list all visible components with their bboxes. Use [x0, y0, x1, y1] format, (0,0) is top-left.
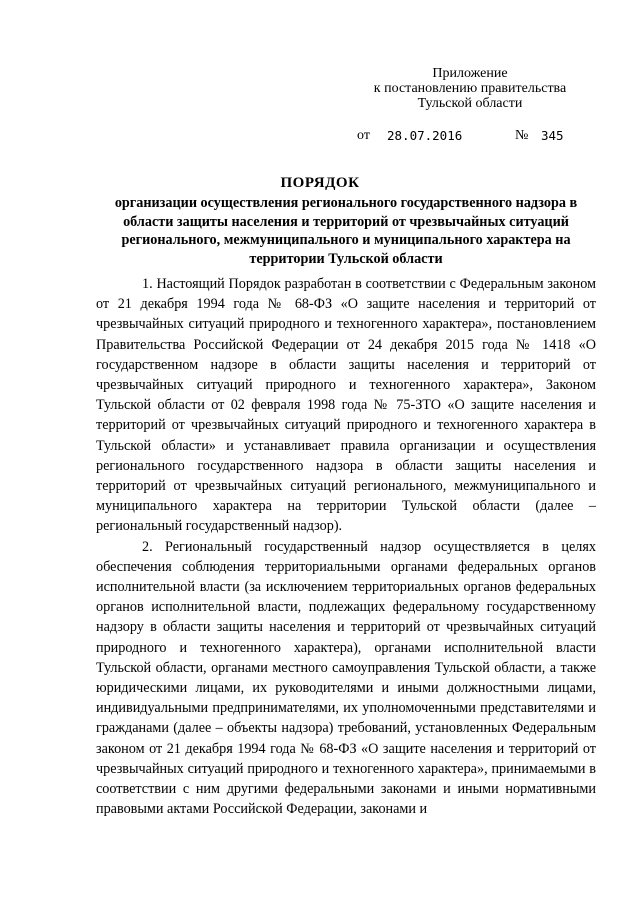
- document-body: [96, 274, 596, 819]
- resolution-reference: [357, 128, 577, 146]
- resolution-number: 345: [541, 128, 564, 143]
- paragraph-2: 2. Региональный государственный надзор осуществляется в целях обеспечения соблюдения территориальными органами федеральных органов исполнительной власти (за исключением территориальных органов федеральных органов исполнительной власти, подлежащих федеральному государственному надзору в области защиты населения и территорий от чрезвычайных ситуаций природного и техногенного характера), органами исполнительной власти Тульской области, органами местного самоуправления Тульской области, а также юридическими лицами, их руководителями и иными должностными лицами, индивидуальными предпринимателями, их уполномоченными представителями и гражданами (далее – объекты надзора) требований, установленных Федеральным законом от 21 декабря 1994 года № 68-ФЗ «О защите населения и территорий от чрезвычайных ситуаций природного и техногенного характера», принимаемыми в соответствии с ним другими федеральными законами и иными нормативными правовыми актами Российской Федерации, законами и: [96, 538, 596, 818]
- date-prefix: от: [357, 128, 370, 143]
- resolution-date: 28.07.2016: [387, 128, 463, 143]
- paragraph-1: 1. Настоящий Порядок разработан в соответствии с Федеральным законом от 21 декабря 1994 года № 68-ФЗ «О защите населения и территорий от чрезвычайных ситуаций природного и техногенного характера», постановлением Правительства Российской Федерации от 24 декабря 2015 года № 1418 «О государственном надзоре в области защиты населения и территорий от чрезвычайных ситуаций природного и техногенного характера», Законом Тульской области от 02 февраля 1998 года № 75-ЗТО «О защите населения и территорий от чрезвычайных ситуаций природного и техногенного характера в Тульской области» и устанавливает правила организации и осуществления регионального государственного надзора в области защиты населения и территорий от чрезвычайных ситуаций регионального, межмуниципального и муниципального характера на территории Тульской области (далее – региональный государственный надзор).: [96, 276, 596, 535]
- document-title: ПОРЯДОК: [280, 175, 360, 191]
- appendix-line-2: к постановлению правительства: [373, 81, 567, 96]
- appendix-line-3: Тульской области: [417, 96, 523, 111]
- number-prefix: №: [515, 128, 529, 143]
- appendix-block: [340, 66, 600, 111]
- document-subtitle: организации осуществления регионального государственного надзора в области защиты населения и территорий от чрезвычайных ситуаций регионального, межмуниципального и муниципального характера на территории Тульской области: [114, 195, 578, 267]
- appendix-line-1: Приложение: [432, 66, 508, 81]
